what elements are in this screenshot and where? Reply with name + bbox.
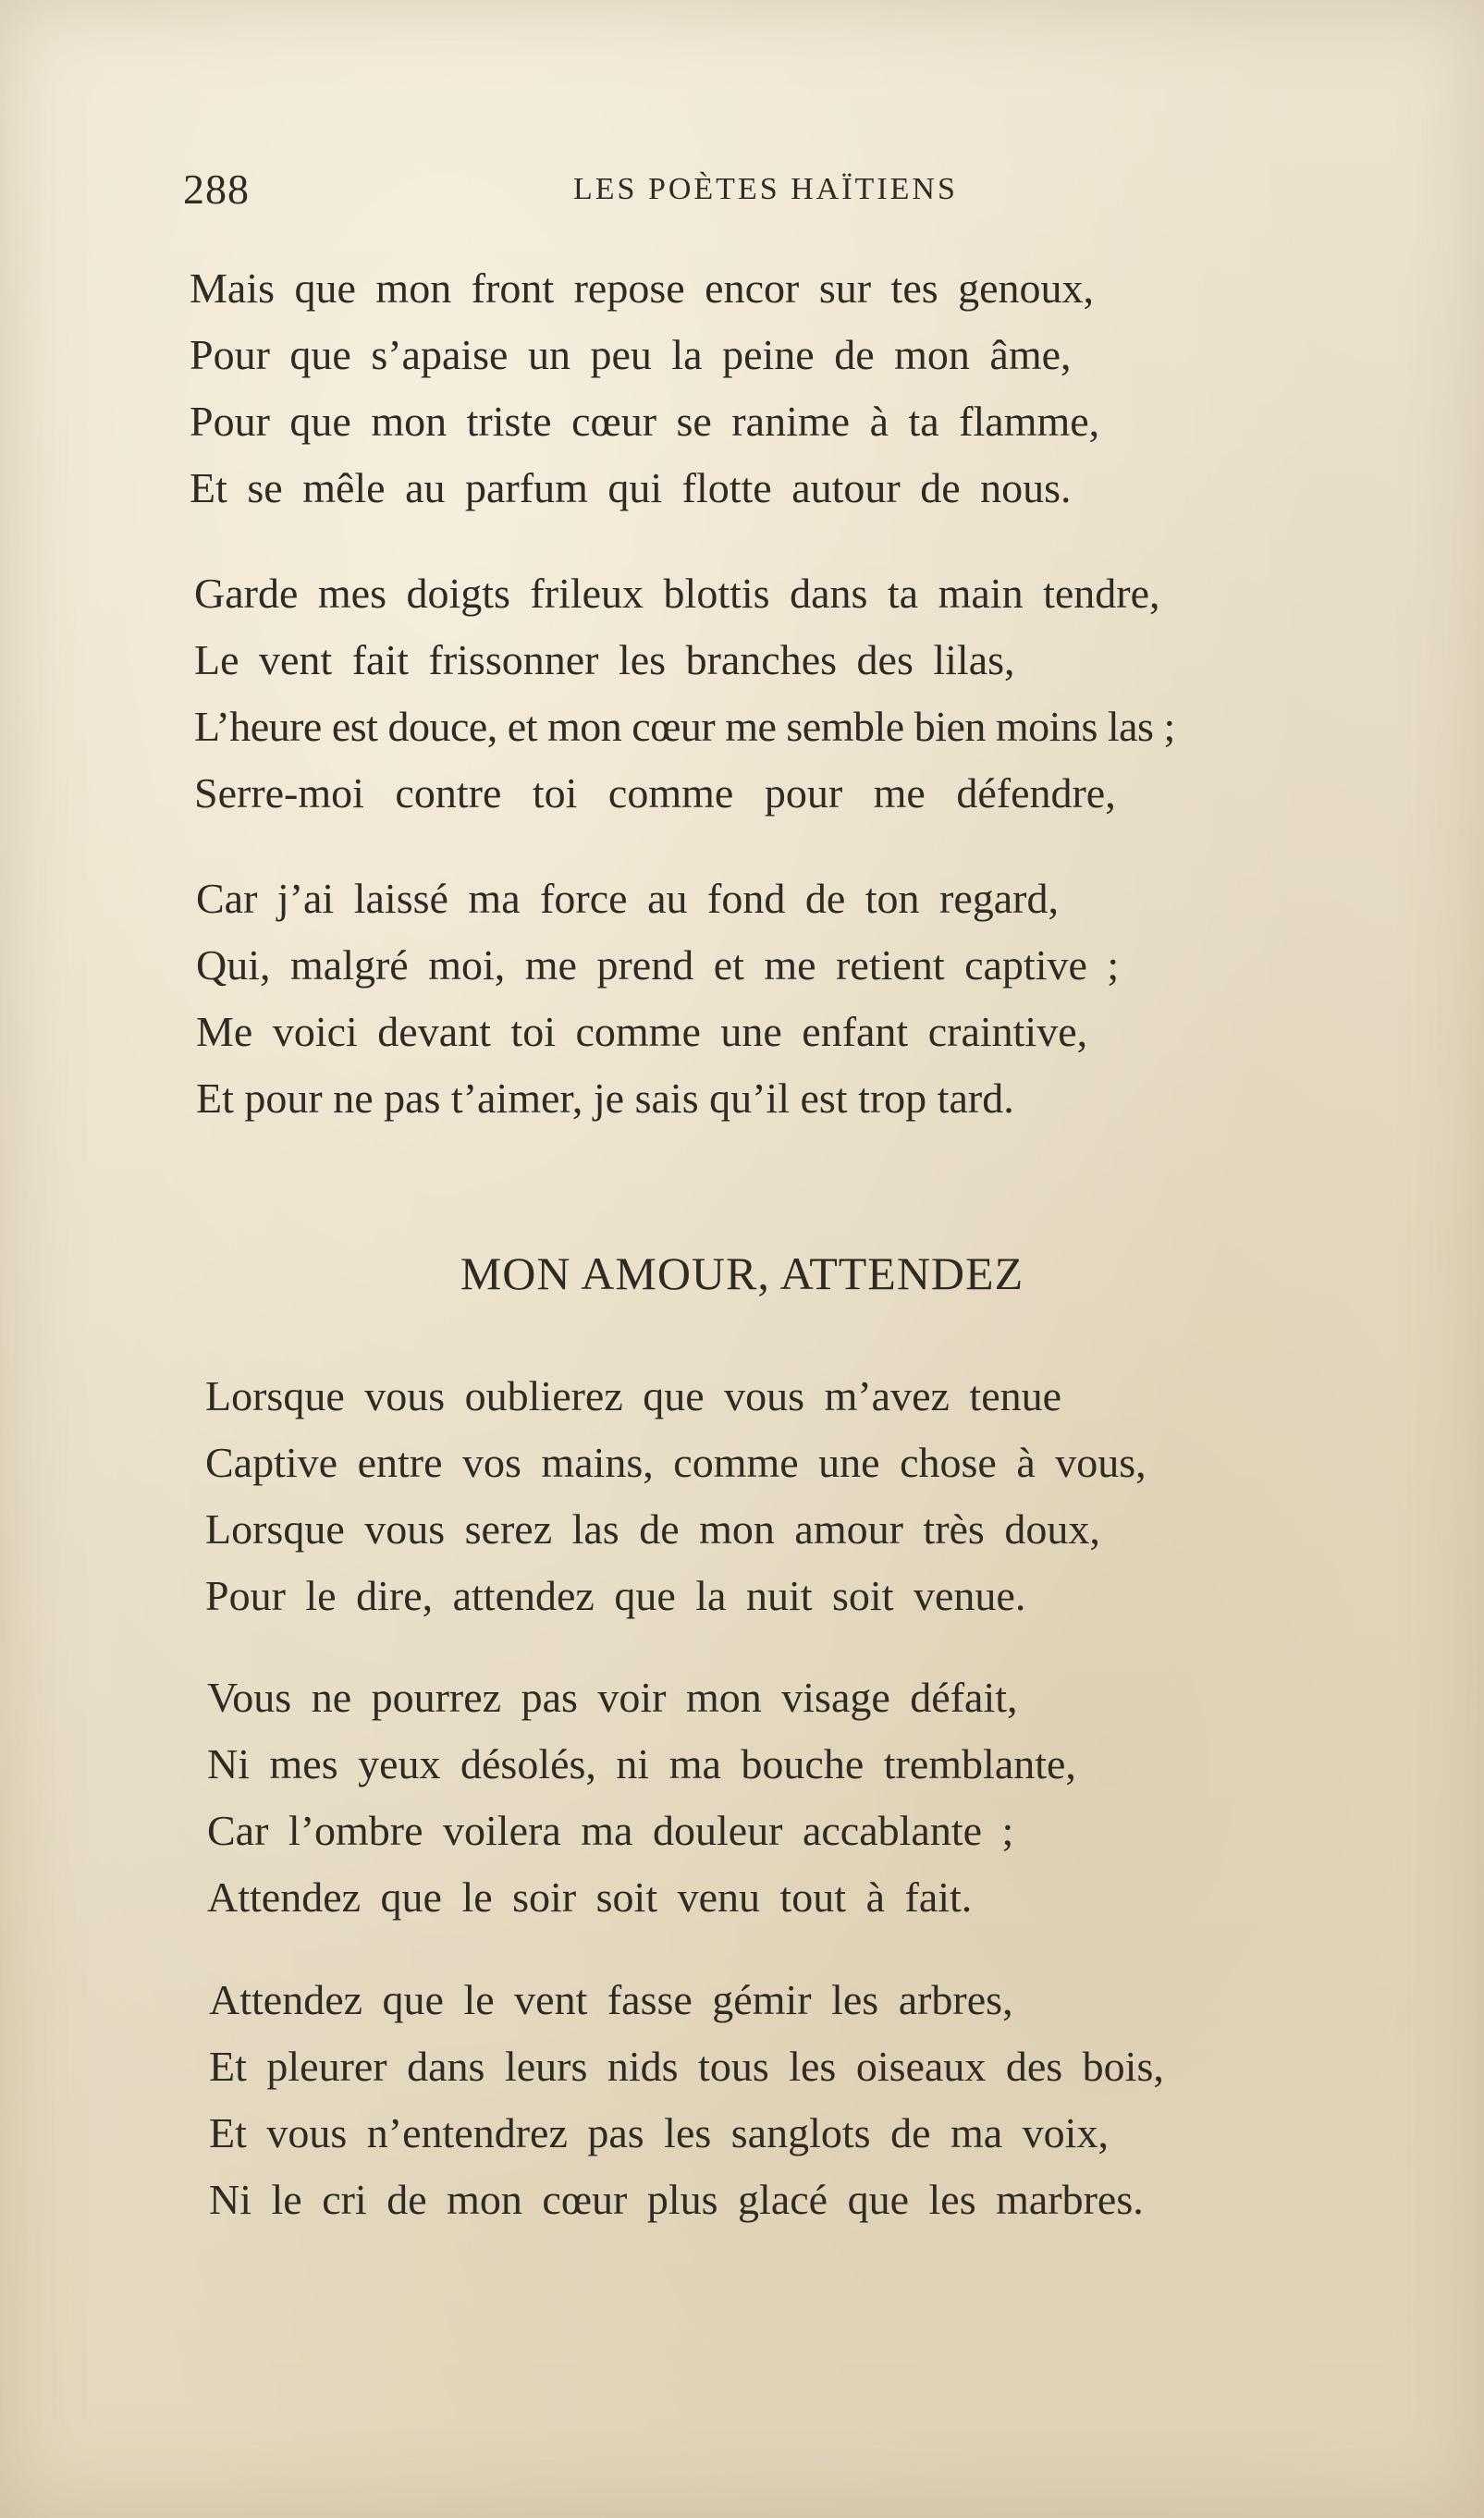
page-number: 288 bbox=[183, 166, 250, 213]
verse-line: Vous ne pourrez pas voir mon visage défait, bbox=[207, 1674, 1018, 1721]
verse-line: Le vent fait frissonner les branches des lilas, bbox=[194, 636, 1015, 683]
verse-line: Car l’ombre voilera ma douleur accablante ; bbox=[207, 1807, 1014, 1854]
book-title: LES POÈTES HAÏTIENS bbox=[573, 172, 958, 206]
verse-line: Pour le dire, attendez que la nuit soit venue. bbox=[205, 1572, 1026, 1619]
poem2-stanza-3 bbox=[209, 1967, 1164, 2233]
verse-line: Lorsque vous oublierez que vous m’avez tenue bbox=[205, 1372, 1062, 1419]
verse-line: Car j’ai laissé ma force au fond de ton regard, bbox=[196, 875, 1059, 922]
verse-line: Et pour ne pas t’aimer, je sais qu’il est trop tard. bbox=[196, 1075, 1014, 1122]
verse-line: Lorsque vous serez las de mon amour très doux, bbox=[205, 1505, 1100, 1553]
verse-line: Et vous n’entendrez pas les sanglots de ma voix, bbox=[209, 2109, 1109, 2156]
verse-line: Garde mes doigts frileux blottis dans ta main tendre, bbox=[194, 570, 1160, 617]
verse-line: Et se mêle au parfum qui flotte autour de nous. bbox=[190, 464, 1072, 511]
poem1-stanza-2 bbox=[194, 560, 1175, 827]
poem2-stanza-1 bbox=[205, 1363, 1147, 1629]
verse-line: Ni mes yeux désolés, ni ma bouche tremblante, bbox=[207, 1740, 1076, 1787]
verse-line: L’heure est douce, et mon cœur me semble bien moins las ; bbox=[194, 703, 1175, 750]
verse-line: Pour que mon triste cœur se ranime à ta flamme, bbox=[190, 398, 1100, 445]
verse-line: Serre-moi contre toi comme pour me défendre, bbox=[194, 769, 1116, 817]
poem-title: MON AMOUR, ATTENDEZ bbox=[460, 1247, 1024, 1299]
verse-line: Captive entre vos mains, comme une chose à vous, bbox=[205, 1439, 1147, 1486]
verse-line: Attendez que le vent fasse gémir les arbres, bbox=[209, 1976, 1013, 2023]
verse-line: Ni le cri de mon cœur plus glacé que les marbres. bbox=[209, 2176, 1144, 2223]
poem1-stanza-3 bbox=[196, 866, 1119, 1132]
poem2-stanza-2 bbox=[207, 1664, 1076, 1931]
running-head bbox=[0, 165, 1484, 229]
verse-line: Attendez que le soir soit venu tout à fait. bbox=[207, 1873, 973, 1921]
verse-line: Me voici devant toi comme une enfant craintive, bbox=[196, 1008, 1088, 1055]
verse-line: Et pleurer dans leurs nids tous les oiseaux des bois, bbox=[209, 2043, 1164, 2090]
verse-line: Mais que mon front repose encor sur tes genoux, bbox=[190, 264, 1095, 312]
poem1-stanza-1 bbox=[190, 255, 1099, 522]
verse-line: Pour que s’apaise un peu la peine de mon âme, bbox=[190, 331, 1072, 378]
verse-line: Qui, malgré moi, me prend et me retient captive ; bbox=[196, 941, 1120, 989]
